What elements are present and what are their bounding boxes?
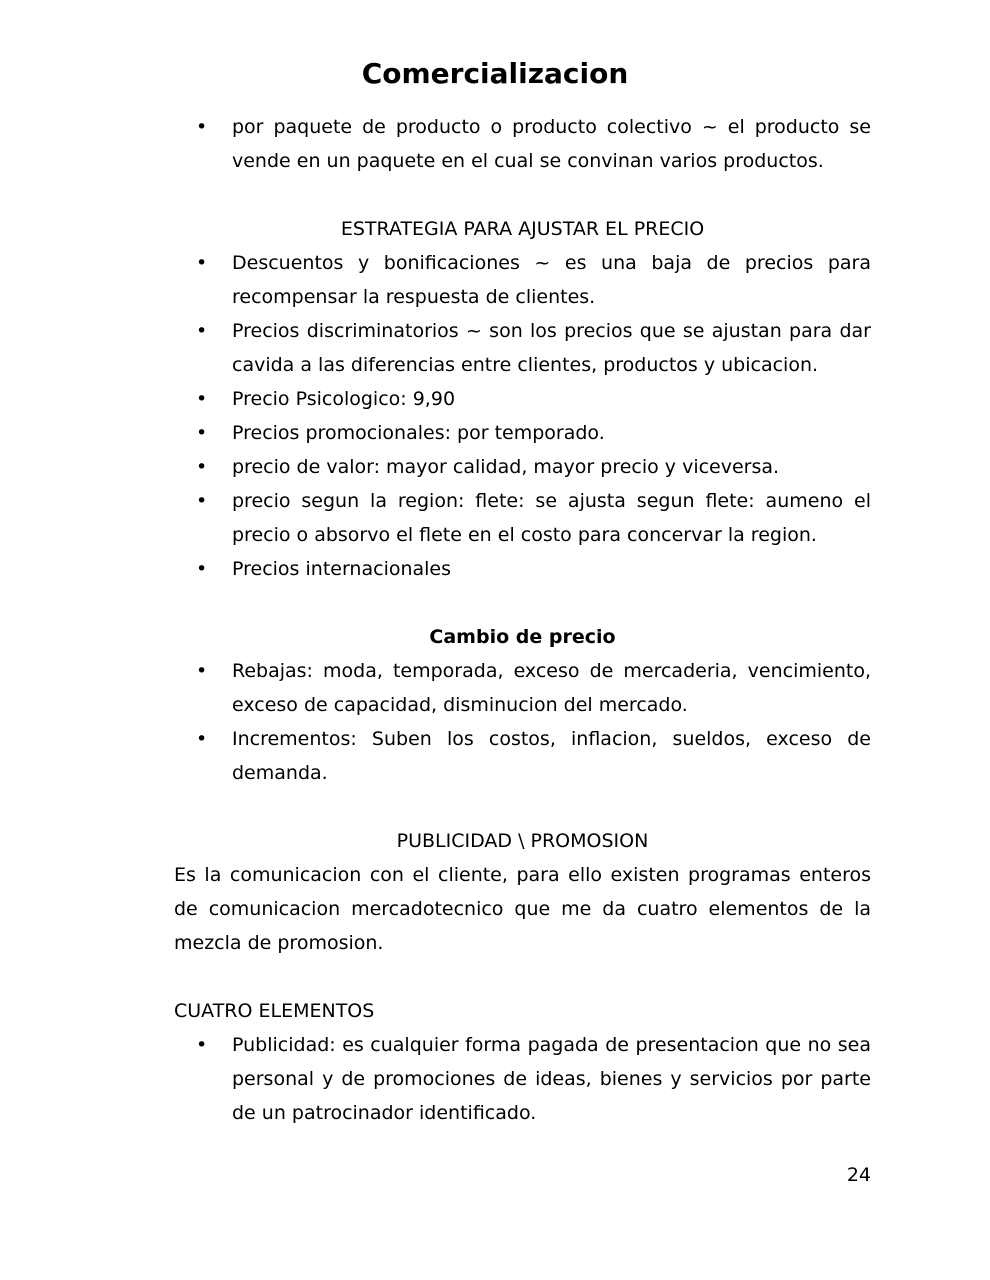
list-item: • Descuentos y bonificaciones ~ es una baja de precios para recompensar la respuesta de clientes.: [174, 246, 871, 314]
bullet-glyph: •: [196, 660, 208, 682]
spacer: [174, 960, 871, 994]
list-item: • Precios discriminatorios ~ son los precios que se ajustan para dar cavida a las diferencias entre clientes, productos y ubicacion.: [174, 314, 871, 382]
list-item: • Incrementos: Suben los costos, inflacion, sueldos, exceso de demanda.: [174, 722, 871, 790]
list-item: • Precio Psicologico: 9,90: [174, 382, 871, 416]
list-item: • por paquete de producto o producto colectivo ~ el producto se vende en un paquete en el cual se convinan varios productos.: [174, 110, 871, 178]
page-number: 24: [846, 1164, 871, 1186]
list-item: • Rebajas: moda, temporada, exceso de mercaderia, vencimiento, exceso de capacidad, disminucion del mercado.: [174, 654, 871, 722]
bullet-glyph: •: [196, 490, 208, 512]
bullet-glyph: •: [196, 422, 208, 444]
list-item: • Precios promocionales: por temporado.: [174, 416, 871, 450]
bullet-glyph: •: [196, 728, 208, 750]
list-item: • precio de valor: mayor calidad, mayor precio y viceversa.: [174, 450, 871, 484]
section-heading-cuatro-elementos: CUATRO ELEMENTOS: [174, 1000, 375, 1022]
section-heading-publicidad: PUBLICIDAD \ PROMOSION: [396, 830, 649, 852]
list-item: • precio segun la region: flete: se ajusta segun flete: aumeno el precio o absorvo el flete en el costo para concervar la region.: [174, 484, 871, 552]
bullet-glyph: •: [196, 320, 208, 342]
spacer: [174, 586, 871, 620]
spacer: [174, 178, 871, 212]
section-heading-estrategia: ESTRATEGIA PARA AJUSTAR EL PRECIO: [340, 218, 705, 240]
bullet-glyph: •: [196, 558, 208, 580]
paragraph-publicidad: Es la comunicacion con el cliente, para ello existen programas enteros de comunicacion mercadotecnico que me da cuatro elementos de la mezcla de promosion.: [174, 864, 871, 954]
bullet-list-estrategia: [174, 246, 871, 586]
bullet-glyph: •: [196, 388, 208, 410]
bullet-glyph: •: [196, 456, 208, 478]
bullet-glyph: •: [196, 1034, 208, 1056]
page-content: [174, 110, 871, 1130]
bullet-list-paquete: [174, 110, 871, 178]
bullet-list-cambio: [174, 654, 871, 790]
list-item: • Precios internacionales: [174, 552, 871, 586]
bullet-list-cuatro-elementos: [174, 1028, 871, 1130]
spacer: [174, 790, 871, 824]
bullet-glyph: •: [196, 252, 208, 274]
section-heading-cambio: Cambio de precio: [429, 626, 616, 648]
bullet-glyph: •: [196, 116, 208, 138]
page-title: Comercializacion: [361, 57, 629, 90]
list-item: • Publicidad: es cualquier forma pagada de presentacion que no sea personal y de promociones de ideas, bienes y servicios por parte de un patrocinador identificado.: [174, 1028, 871, 1130]
